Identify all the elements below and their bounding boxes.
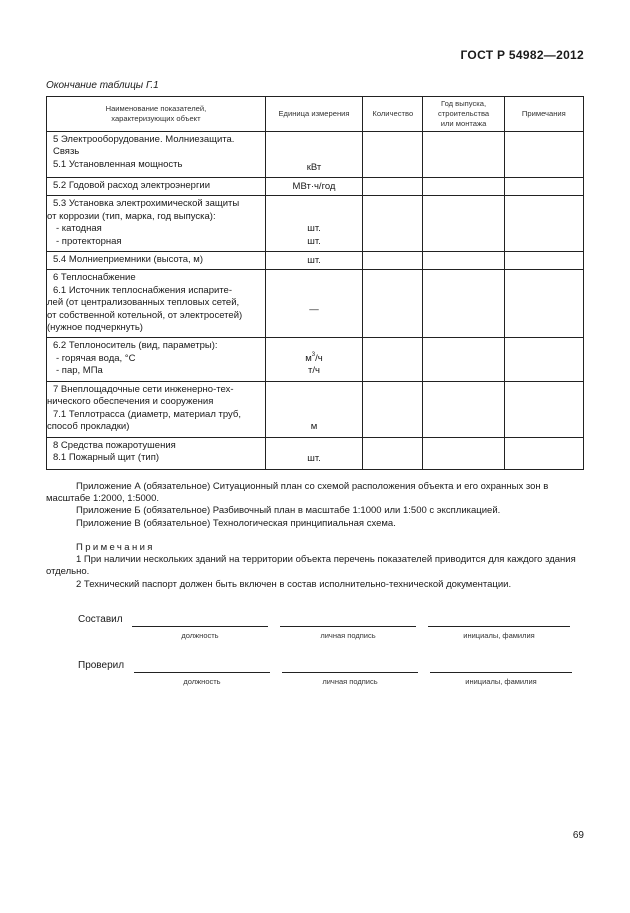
row-quantity-cell [363, 132, 423, 178]
row-unit-cell: шт. [265, 252, 362, 270]
row-year-cell [423, 437, 504, 469]
row-unit-cell: м [265, 381, 362, 437]
row-quantity-cell [363, 381, 423, 437]
row-name-cell: 6 Теплоснабжение 6.1 Источник теплоснабжения испарите- лей (от централизованных тепловых сетей, от собственной котельной, от электросетей) (нужное подчеркнуть) [47, 270, 266, 338]
row-unit-cell [265, 338, 362, 381]
note-item: 1 При наличии нескольких зданий на территории объекта перечень показателей приводится для каждого здания отдельно. [46, 554, 576, 578]
row-notes-cell [504, 252, 583, 270]
appendix-item: Приложение В (обязательное) Технологическая принципиальная схема. [76, 517, 396, 529]
table-row [47, 132, 584, 178]
signature-line [280, 626, 416, 627]
row-year-cell [423, 270, 504, 338]
passport-table [46, 96, 584, 470]
column-header-name: Наименование показателей, характеризующих объект [47, 97, 266, 132]
row-name-cell: 6.2 Теплоноситель (вид, параметры): - горячая вода, °С - пар, МПа [47, 338, 266, 381]
signature-checked [78, 660, 578, 690]
row-year-cell [423, 252, 504, 270]
row-notes-cell [504, 270, 583, 338]
row-name-cell: 5.3 Установка электрохимической защиты от коррозии (тип, марка, год выпуска): - катодная - протекторная [47, 196, 266, 252]
row-year-cell [423, 178, 504, 196]
row-notes-cell [504, 132, 583, 178]
row-quantity-cell [363, 178, 423, 196]
row-quantity-cell [363, 338, 423, 381]
page-number: 69 [572, 830, 584, 841]
row-name-cell: 5.4 Молниеприемники (высота, м) [47, 252, 266, 270]
position-line [132, 626, 268, 627]
row-unit-cell: шт. шт. [265, 196, 362, 252]
row-name-cell: 5 Электрооборудование. Молниезащита. Связь 5.1 Установленная мощность [47, 132, 266, 178]
appendix-item: Приложение А (обязательное) Ситуационный план со схемой расположения объекта и его охранных зон в масштабе 1:2000, 1:5000. [46, 481, 549, 505]
table-row [47, 252, 584, 270]
row-name-cell: 8 Средства пожаротушения 8.1 Пожарный щит (тип) [47, 437, 266, 469]
name-caption: инициалы, фамилия [463, 631, 535, 640]
row-unit-cell: МВт·ч/год [265, 178, 362, 196]
position-caption: должность [183, 677, 221, 686]
table-row [47, 381, 584, 437]
signature-line [282, 672, 418, 673]
row-name-cell: 7 Внеплощадочные сети инженерно-тех- нического обеспечения и сооружения 7.1 Теплотрасса (диаметр, материал труб, способ прокладки) [47, 381, 266, 437]
column-header-year: Год выпуска, строительства или монтажа [423, 97, 504, 132]
standard-code: ГОСТ Р 54982—2012 [460, 48, 584, 62]
row-notes-cell [504, 196, 583, 252]
table-row [47, 437, 584, 469]
row-quantity-cell [363, 270, 423, 338]
table-row [47, 270, 584, 338]
signature-label: Проверил [78, 660, 125, 671]
note-item: 2 Технический паспорт должен быть включен в состав исполнительно-технической документации. [76, 578, 512, 590]
position-line [134, 672, 270, 673]
row-quantity-cell [363, 252, 423, 270]
appendix-item: Приложение Б (обязательное) Разбивочный план в масштабе 1:1000 или 1:500 с экспликацией. [76, 505, 501, 517]
row-notes-cell [504, 178, 583, 196]
column-header-notes: Примечания [504, 97, 583, 132]
appendices-list [46, 481, 584, 530]
row-unit-cell: — [265, 270, 362, 338]
notes-section [46, 542, 584, 591]
signature-label: Составил [78, 614, 123, 625]
name-caption: инициалы, фамилия [465, 677, 537, 686]
row-unit-cell: шт. [265, 437, 362, 469]
name-line [430, 672, 572, 673]
position-caption: должность [181, 631, 219, 640]
column-header-unit: Единица измерения [265, 97, 362, 132]
row-year-cell [423, 196, 504, 252]
row-name-cell: 5.2 Годовой расход электроэнергии [47, 178, 266, 196]
row-year-cell [423, 338, 504, 381]
row-unit-cell: кВт [265, 132, 362, 178]
row-notes-cell [504, 338, 583, 381]
table-row [47, 196, 584, 252]
unit-steam: т/ч [308, 365, 320, 377]
unit-hot-water: $м^3/ч$ [305, 351, 323, 364]
row-year-cell [423, 132, 504, 178]
name-line [428, 626, 570, 627]
signature-compiled [78, 614, 578, 644]
row-quantity-cell [363, 196, 423, 252]
table-caption: Окончание таблицы Г.1 [46, 80, 159, 91]
notes-title: Примечания [76, 542, 155, 553]
table-row [47, 178, 584, 196]
table-row [47, 338, 584, 381]
table-header-row [47, 97, 584, 132]
signature-caption: личная подпись [322, 677, 378, 686]
row-quantity-cell [363, 437, 423, 469]
signature-caption: личная подпись [320, 631, 376, 640]
row-year-cell [423, 381, 504, 437]
row-notes-cell [504, 381, 583, 437]
row-notes-cell [504, 437, 583, 469]
column-header-quantity: Количество [363, 97, 423, 132]
